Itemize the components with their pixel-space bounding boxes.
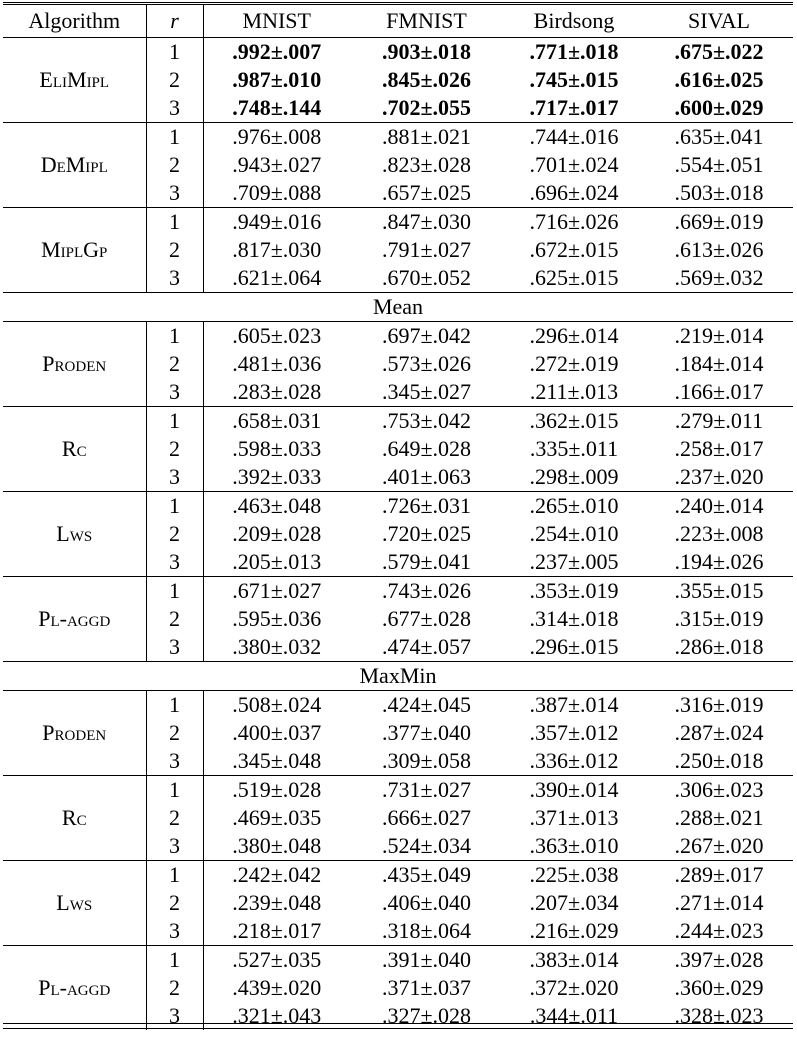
result-cell: .287±.024 bbox=[674, 720, 764, 745]
result-cell: .406±.040 bbox=[381, 890, 472, 915]
result-cell: .219±.014 bbox=[674, 323, 764, 348]
result-cell: .316±.019 bbox=[674, 692, 764, 717]
result-cell: .271±.014 bbox=[674, 890, 764, 915]
result-cell: .569±.032 bbox=[674, 265, 764, 290]
result-cell: .696±.024 bbox=[529, 180, 619, 205]
result-cell: .250±.018 bbox=[674, 748, 764, 773]
result-cell: .720±.025 bbox=[381, 521, 472, 546]
result-cell: .383±.014 bbox=[503, 946, 645, 975]
table-row bbox=[3, 208, 793, 237]
bottom-rule bbox=[3, 1023, 793, 1029]
result-cell: .258±.017 bbox=[674, 436, 764, 461]
result-cell: .244±.023 bbox=[674, 918, 764, 943]
result-cell: .595±.036 bbox=[232, 606, 322, 631]
header-mnist: MNIST bbox=[203, 4, 350, 38]
r-value: 2 bbox=[146, 236, 203, 264]
result-cell: .669±.019 bbox=[645, 208, 793, 237]
algorithm-name: Lws bbox=[3, 492, 146, 577]
result-cell: .524±.034 bbox=[381, 833, 472, 858]
result-cell: .400±.037 bbox=[232, 720, 322, 745]
r-value: 1 bbox=[146, 691, 203, 720]
result-cell: .363±.010 bbox=[529, 833, 619, 858]
result-cell: .709±.088 bbox=[232, 180, 322, 205]
header-row bbox=[3, 4, 793, 38]
r-value: 2 bbox=[146, 66, 203, 94]
result-cell: .279±.011 bbox=[645, 407, 793, 436]
result-cell: .463±.048 bbox=[203, 492, 350, 521]
result-cell: .635±.041 bbox=[645, 123, 793, 152]
result-cell: .508±.024 bbox=[232, 692, 322, 717]
r-value: 1 bbox=[146, 407, 203, 436]
result-cell: .625±.015 bbox=[529, 265, 619, 290]
result-cell: .598±.033 bbox=[232, 436, 322, 461]
result-cell: .748±.144 bbox=[232, 95, 322, 120]
result-cell: .554±.051 bbox=[674, 152, 764, 177]
result-cell: .209±.028 bbox=[232, 521, 322, 546]
r-value: 3 bbox=[146, 832, 203, 861]
result-cell: .371±.037 bbox=[381, 975, 472, 1000]
r-value: 1 bbox=[146, 208, 203, 237]
result-cell: .240±.014 bbox=[645, 492, 793, 521]
result-cell: .745±.015 bbox=[529, 67, 619, 92]
result-cell: .390±.014 bbox=[503, 776, 645, 805]
result-cell: .288±.021 bbox=[674, 805, 764, 830]
r-value: 2 bbox=[146, 974, 203, 1002]
result-cell: .771±.018 bbox=[503, 38, 645, 67]
result-cell: .753±.042 bbox=[350, 407, 503, 436]
result-cell: .903±.018 bbox=[350, 38, 503, 67]
table-row bbox=[3, 776, 793, 805]
r-value: 2 bbox=[146, 889, 203, 917]
result-cell: .355±.015 bbox=[645, 577, 793, 606]
r-value: 1 bbox=[146, 577, 203, 606]
result-cell: .298±.009 bbox=[529, 464, 619, 489]
result-cell: .435±.049 bbox=[350, 861, 503, 890]
algorithm-name: Proden bbox=[3, 322, 146, 407]
result-cell: .671±.027 bbox=[203, 577, 350, 606]
result-cell: .743±.026 bbox=[350, 577, 503, 606]
table-row bbox=[3, 946, 793, 975]
table-header bbox=[3, 4, 793, 38]
result-cell: .380±.048 bbox=[232, 833, 322, 858]
result-cell: .791±.027 bbox=[381, 237, 472, 262]
algorithm-name: MiplGp bbox=[3, 208, 146, 293]
result-cell: .697±.042 bbox=[381, 323, 472, 348]
result-cell: .360±.029 bbox=[674, 975, 764, 1000]
result-cell: .237±.005 bbox=[529, 549, 619, 574]
result-cell: .344±.011 bbox=[529, 1003, 619, 1028]
result-cell: .336±.012 bbox=[529, 748, 619, 773]
result-cell: .616±.025 bbox=[674, 67, 764, 92]
result-cell: .296±.014 bbox=[529, 323, 619, 348]
result-cell: .237±.020 bbox=[674, 464, 764, 489]
result-cell: .481±.036 bbox=[232, 351, 322, 376]
r-value: 1 bbox=[146, 123, 203, 152]
result-cell: .469±.035 bbox=[232, 805, 322, 830]
section-title: Mean bbox=[3, 293, 793, 322]
r-value: 1 bbox=[146, 492, 203, 521]
result-cell: .392±.033 bbox=[232, 464, 322, 489]
r-value: 1 bbox=[146, 776, 203, 805]
result-cell: .987±.010 bbox=[232, 67, 322, 92]
algorithm-name: EliMipl bbox=[3, 38, 146, 123]
result-cell: .672±.015 bbox=[529, 237, 619, 262]
result-cell: .218±.017 bbox=[232, 918, 322, 943]
result-cell: .328±.023 bbox=[674, 1003, 764, 1028]
r-value: 3 bbox=[146, 1002, 203, 1030]
table-row bbox=[3, 691, 793, 720]
result-cell: .345±.048 bbox=[232, 748, 322, 773]
r-value: 3 bbox=[146, 179, 203, 208]
table-row bbox=[3, 407, 793, 436]
result-cell: .205±.013 bbox=[232, 549, 322, 574]
result-cell: .675±.022 bbox=[645, 38, 793, 67]
result-cell: .401±.063 bbox=[381, 464, 472, 489]
r-value: 2 bbox=[146, 804, 203, 832]
result-cell: .823±.028 bbox=[381, 152, 472, 177]
result-cell: .345±.027 bbox=[381, 379, 472, 404]
algorithm-name: Lws bbox=[3, 861, 146, 946]
r-value: 2 bbox=[146, 435, 203, 463]
result-cell: .321±.043 bbox=[232, 1003, 322, 1028]
section-title: MaxMin bbox=[3, 662, 793, 691]
table-body bbox=[3, 38, 793, 1031]
result-cell: .649±.028 bbox=[381, 436, 472, 461]
result-cell: .216±.029 bbox=[529, 918, 619, 943]
result-cell: .306±.023 bbox=[645, 776, 793, 805]
r-value: 1 bbox=[146, 946, 203, 975]
result-cell: .223±.008 bbox=[674, 521, 764, 546]
r-value: 3 bbox=[146, 917, 203, 946]
result-cell: .377±.040 bbox=[381, 720, 472, 745]
result-cell: .817±.030 bbox=[232, 237, 322, 262]
result-cell: .424±.045 bbox=[381, 692, 472, 717]
result-cell: .943±.027 bbox=[232, 152, 322, 177]
result-cell: .658±.031 bbox=[203, 407, 350, 436]
r-value: 2 bbox=[146, 520, 203, 548]
header-birdsong: Birdsong bbox=[503, 4, 645, 38]
algorithm-name: Pl-aggd bbox=[3, 577, 146, 662]
algorithm-name: Pl-aggd bbox=[3, 946, 146, 1031]
result-cell: .845±.026 bbox=[381, 67, 472, 92]
result-cell: .657±.025 bbox=[381, 180, 472, 205]
r-value: 1 bbox=[146, 322, 203, 351]
result-cell: .380±.032 bbox=[232, 634, 322, 659]
result-cell: .211±.013 bbox=[529, 379, 619, 404]
result-cell: .372±.020 bbox=[529, 975, 619, 1000]
result-cell: .387±.014 bbox=[529, 692, 619, 717]
result-cell: .677±.028 bbox=[381, 606, 472, 631]
result-cell: .362±.015 bbox=[503, 407, 645, 436]
result-cell: .242±.042 bbox=[203, 861, 350, 890]
result-cell: .194±.026 bbox=[674, 549, 764, 574]
r-value: 3 bbox=[146, 633, 203, 662]
result-cell: .666±.027 bbox=[381, 805, 472, 830]
r-value: 3 bbox=[146, 747, 203, 776]
r-value: 3 bbox=[146, 264, 203, 293]
table-row bbox=[3, 492, 793, 521]
result-cell: .605±.023 bbox=[232, 323, 322, 348]
result-cell: .314±.018 bbox=[529, 606, 619, 631]
result-cell: .166±.017 bbox=[674, 379, 764, 404]
result-cell: .289±.017 bbox=[645, 861, 793, 890]
result-cell: .731±.027 bbox=[350, 776, 503, 805]
section-header-row bbox=[3, 662, 793, 691]
result-cell: .371±.013 bbox=[529, 805, 619, 830]
results-table bbox=[3, 2, 793, 1030]
result-cell: .357±.012 bbox=[529, 720, 619, 745]
result-cell: .847±.030 bbox=[350, 208, 503, 237]
result-cell: .527±.035 bbox=[203, 946, 350, 975]
result-cell: .254±.010 bbox=[529, 521, 619, 546]
result-cell: .265±.010 bbox=[503, 492, 645, 521]
r-value: 2 bbox=[146, 151, 203, 179]
algorithm-name: Proden bbox=[3, 691, 146, 776]
result-cell: .239±.048 bbox=[232, 890, 322, 915]
result-cell: .439±.020 bbox=[232, 975, 322, 1000]
result-cell: .670±.052 bbox=[381, 265, 472, 290]
result-cell: .267±.020 bbox=[674, 833, 764, 858]
result-cell: .184±.014 bbox=[674, 351, 764, 376]
r-value: 3 bbox=[146, 548, 203, 577]
result-cell: .621±.064 bbox=[232, 265, 322, 290]
result-cell: .613±.026 bbox=[674, 237, 764, 262]
result-cell: .992±.007 bbox=[203, 38, 350, 67]
r-value: 3 bbox=[146, 463, 203, 492]
r-value: 1 bbox=[146, 861, 203, 890]
result-cell: .225±.038 bbox=[503, 861, 645, 890]
table-row bbox=[3, 123, 793, 152]
result-cell: .397±.028 bbox=[645, 946, 793, 975]
result-cell: .702±.055 bbox=[381, 95, 472, 120]
algorithm-name: DeMipl bbox=[3, 123, 146, 208]
result-cell: .976±.008 bbox=[203, 123, 350, 152]
algorithm-name: Rc bbox=[3, 407, 146, 492]
r-value: 3 bbox=[146, 94, 203, 123]
r-value: 2 bbox=[146, 350, 203, 378]
header-fmnist: FMNIST bbox=[350, 4, 503, 38]
result-cell: .309±.058 bbox=[381, 748, 472, 773]
result-cell: .318±.064 bbox=[381, 918, 472, 943]
result-cell: .327±.028 bbox=[381, 1003, 472, 1028]
result-cell: .573±.026 bbox=[381, 351, 472, 376]
r-value: 2 bbox=[146, 719, 203, 747]
result-cell: .272±.019 bbox=[529, 351, 619, 376]
result-cell: .881±.021 bbox=[350, 123, 503, 152]
result-cell: .207±.034 bbox=[529, 890, 619, 915]
header-r: r bbox=[146, 4, 203, 38]
result-cell: .600±.029 bbox=[674, 95, 764, 120]
result-cell: .701±.024 bbox=[529, 152, 619, 177]
result-cell: .286±.018 bbox=[674, 634, 764, 659]
result-cell: .474±.057 bbox=[381, 634, 472, 659]
result-cell: .296±.015 bbox=[529, 634, 619, 659]
result-cell: .391±.040 bbox=[350, 946, 503, 975]
table-row bbox=[3, 38, 793, 67]
header-sival: SIVAL bbox=[645, 4, 793, 38]
result-cell: .283±.028 bbox=[232, 379, 322, 404]
result-cell: .717±.017 bbox=[529, 95, 619, 120]
table-row bbox=[3, 577, 793, 606]
header-algorithm: Algorithm bbox=[3, 4, 146, 38]
r-value: 1 bbox=[146, 38, 203, 67]
r-value: 3 bbox=[146, 378, 203, 407]
r-value: 2 bbox=[146, 605, 203, 633]
result-cell: .519±.028 bbox=[203, 776, 350, 805]
result-cell: .353±.019 bbox=[503, 577, 645, 606]
result-cell: .726±.031 bbox=[350, 492, 503, 521]
result-cell: .716±.026 bbox=[503, 208, 645, 237]
result-cell: .949±.016 bbox=[203, 208, 350, 237]
result-cell: .335±.011 bbox=[529, 436, 619, 461]
result-cell: .579±.041 bbox=[381, 549, 472, 574]
table-row bbox=[3, 861, 793, 890]
section-header-row bbox=[3, 293, 793, 322]
table-row bbox=[3, 322, 793, 351]
result-cell: .315±.019 bbox=[674, 606, 764, 631]
result-cell: .503±.018 bbox=[674, 180, 764, 205]
result-cell: .744±.016 bbox=[503, 123, 645, 152]
algorithm-name: Rc bbox=[3, 776, 146, 861]
